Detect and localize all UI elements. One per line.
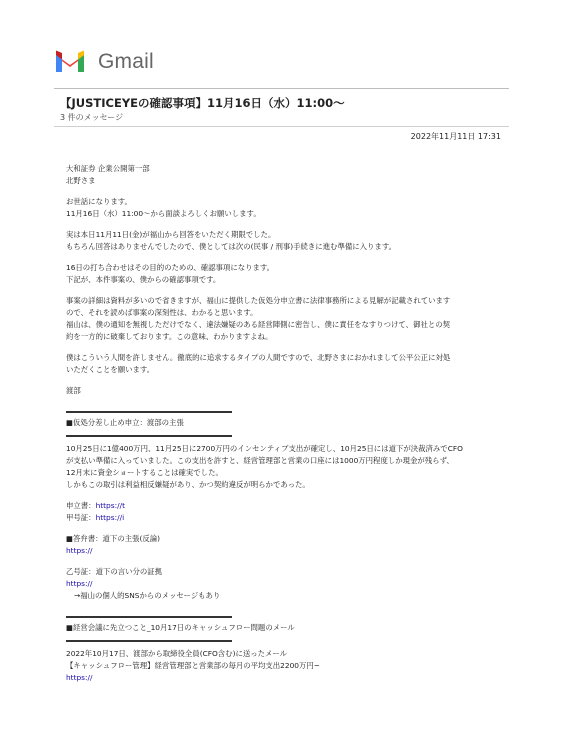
paragraph-3: 16日の打ち合わせはその目的のための、確認事項になります。 下記が、本件事案の、僕からの確認事項です。 xyxy=(66,263,275,284)
paragraph-5: 僕はこういう人間を許しません。徹底的に追求するタイプの人間ですので、北野さまにおかれまして公平公正に対処 いただくことを願います。 xyxy=(66,353,451,374)
evidence-b-link[interactable]: https:// xyxy=(66,579,93,588)
answer-link[interactable]: https:// xyxy=(66,546,93,555)
section-divider xyxy=(66,435,232,437)
message-divider xyxy=(54,126,509,127)
message-body xyxy=(66,163,506,693)
paragraph-4: 事案の詳細は資料が多いので省きますが、福山に提供した仮処分申立書に法律事務所による見解が記載されています ので、それを読めば事案の深刻性は、わかると思います。 福山は、僕の通知を無視しただけでなく、違法嫌疑のある経営陣側に密告し、僕に責任をなすりつけて、御社との契 約を一方的に破棄しております。この意味、わかりますよね。 xyxy=(66,296,451,341)
message-date: 2022年11月11日 17:31 xyxy=(410,132,501,141)
section4-text: 2022年10月17日、渡部から取締役全員(CFO含む)に送ったメール 【キャッシュフロー管理】経営管理部と営業部の毎月の平均支出2200万円~ https:// xyxy=(66,649,320,682)
section-divider xyxy=(66,616,232,618)
section1-text: 10月25日に1億400万円、11月25日に2700万円のインセンティブ支出が確定し、10月25日には道下が決裁済みでCFO が支払い準備に入っていました。この支出を許すと、経営管理部と営業の口座には1000万円程度しか現金が残らず、 12月末に資金ショートすることは確実でした。 しかもこの取引は利益相反嫌疑があり、かつ契約違反が明らかであった。 xyxy=(66,444,463,489)
thread-subject: 【JUSTICEYEの確認事項】11月16日（水）11:00〜 xyxy=(60,96,345,110)
section1-heading: ■仮処分差し止め申立：渡部の主張 xyxy=(66,418,184,427)
section-divider xyxy=(66,411,232,413)
greeting: 大和証券 企業公開第一部 北野さま xyxy=(66,164,150,185)
petition-link[interactable]: https://t xyxy=(95,501,125,510)
message-count: 3 件のメッセージ xyxy=(60,113,124,122)
section-divider xyxy=(66,640,232,642)
paragraph-2: 実は本日11月11日(金)が福山から回答をいただく期限でした。 もちろん回答はありませんでしたので、僕としては次の(民事 / 刑事)手続きに進む準備に入ります。 xyxy=(66,230,397,251)
gmail-m-icon xyxy=(54,50,86,74)
cashflow-link[interactable]: https:// xyxy=(66,673,93,682)
gmail-logo xyxy=(54,48,154,76)
section4-heading: ■経営会議に先立つこと_10月17日のキャッシュフロー問題のメール xyxy=(66,623,295,632)
paragraph-1: お世話になります。 11月16日（水）11:00〜から面談よろしくお願いします。 xyxy=(66,197,261,218)
section1-links: 申立書：https://t 甲号証：https://i xyxy=(66,501,125,522)
section3: 乙号証：道下の言い分の証拠 https:// →福山の個人的SNSからのメッセージもあり xyxy=(66,567,221,600)
gmail-wordmark: Gmail xyxy=(98,50,154,73)
evidence-link[interactable]: https://i xyxy=(95,513,125,522)
header-divider xyxy=(54,88,509,89)
section2: ■答弁書：道下の主張(反論) https:// xyxy=(66,534,161,555)
signature: 渡部 xyxy=(66,386,81,395)
